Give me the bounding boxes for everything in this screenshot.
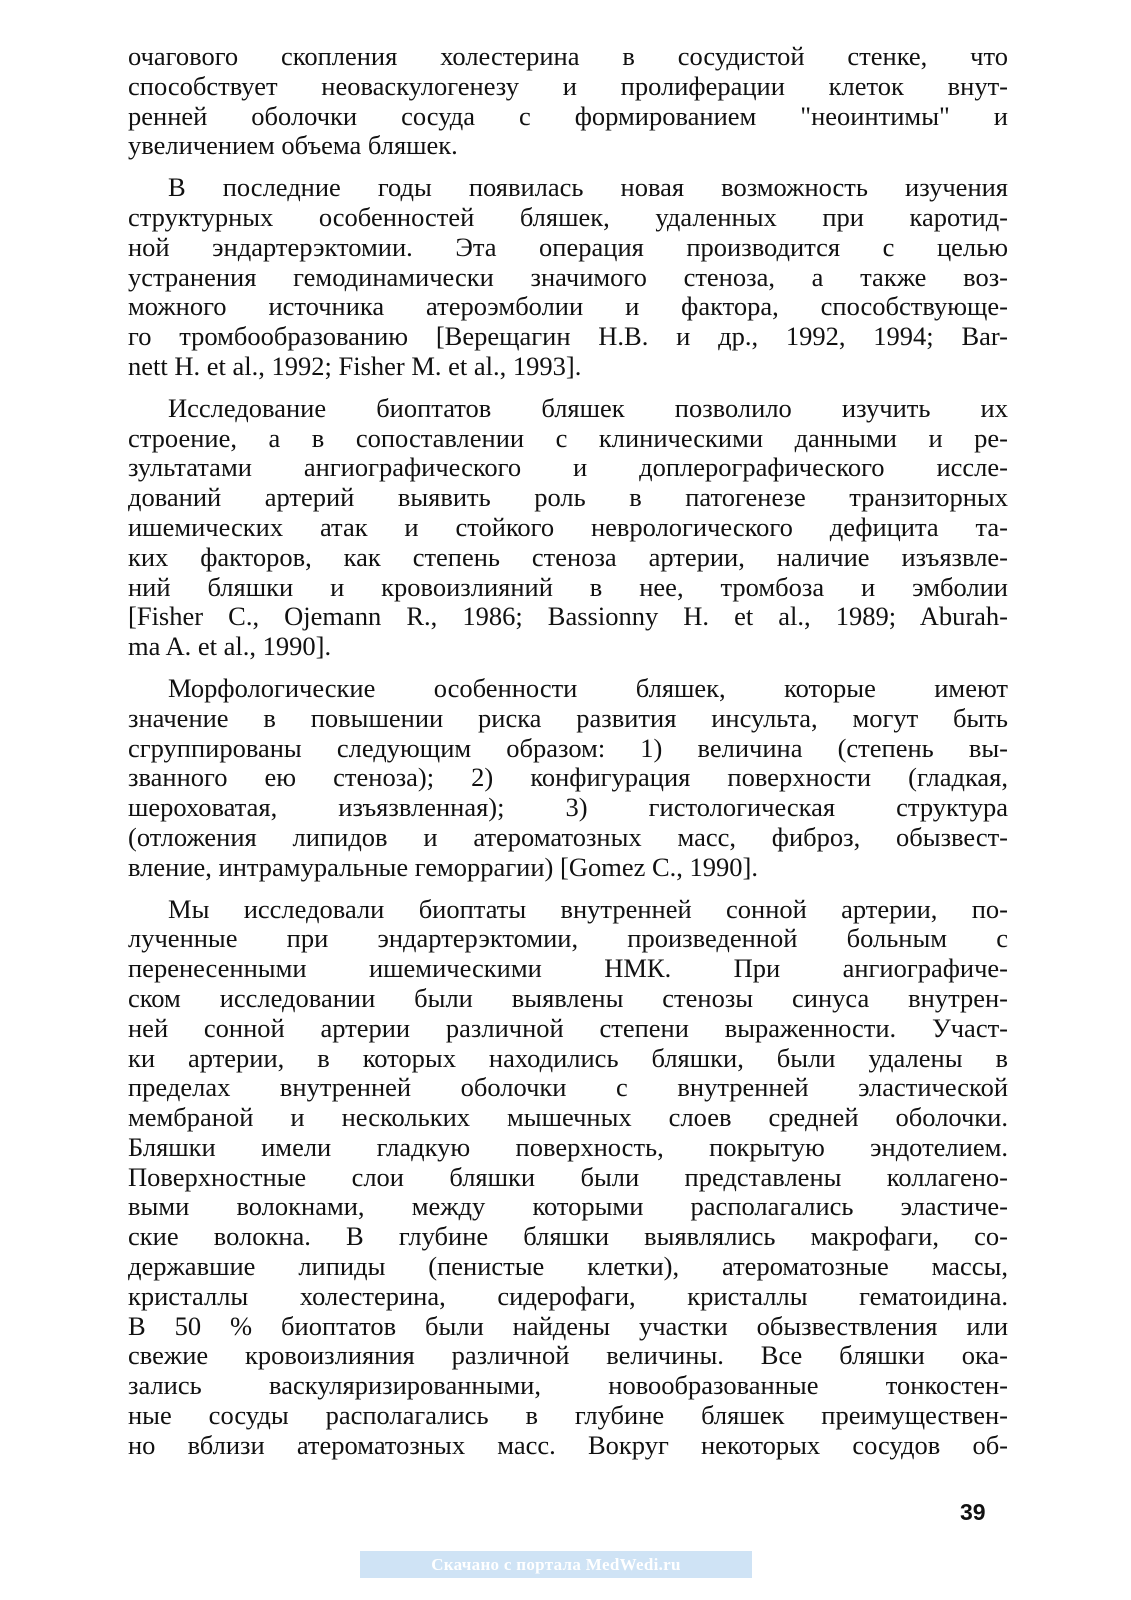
text-line: ские волокна. В глубине бляшки выявлялись макрофаги, со- [128, 1221, 1008, 1252]
text-line: Морфологические особенности бляшек, которые имеют [168, 672, 1008, 703]
text-line: Бляшки имели гладкую поверхность, покрытую эндотелием. [128, 1131, 1008, 1162]
text-line: способствует неоваскулогенезу и пролиферации клеток внут- [128, 70, 1008, 101]
text-line: В последние годы появилась новая возможность изучения [168, 172, 1008, 203]
paragraph [128, 42, 1008, 161]
text-line: но вблизи атероматозных масс. Вокруг некоторых сосудов об- [128, 1429, 1008, 1460]
text-line: пределах внутренней оболочки с внутренней эластической [128, 1072, 1008, 1103]
text-line: увеличением объема бляшек. [128, 130, 458, 161]
text-line: очагового скопления холестерина в сосудистой стенке, что [128, 41, 1008, 71]
text-line: ких факторов, как степень стеноза артерии, наличие изъязвле- [128, 541, 1008, 572]
paragraph [128, 674, 1008, 883]
text-line: державшие липиды (пенистые клетки), атероматозные массы, [128, 1251, 1008, 1282]
text-line: ренней оболочки сосуда с формированием "неоинтимы" и [128, 100, 1008, 131]
text-line: устранения гемодинамически значимого стеноза, а также воз- [128, 261, 1008, 292]
body-text [128, 42, 1008, 1473]
text-line: ском исследовании были выявлены стенозы синуса внутрен- [128, 982, 1008, 1013]
text-line: nett H. et al., 1992; Fisher M. et al., 1993]. [128, 350, 582, 381]
text-line: сгруппированы следующим образом: 1) величина (степень вы- [128, 732, 1008, 763]
text-line: званного ею стеноза); 2) конфигурация поверхности (гладкая, [128, 762, 1008, 793]
text-line: ней сонной артерии различной степени выраженности. Участ- [128, 1012, 1008, 1043]
text-line: зались васкуляризированными, новообразованные тонкостен- [128, 1370, 1008, 1401]
text-line: Мы исследовали биоптаты внутренней сонной артерии, по- [168, 893, 1008, 924]
text-line: структурных особенностей бляшек, удаленных при каротид- [128, 201, 1008, 232]
text-line: зультатами ангиографического и доплерографического иссле- [128, 452, 1008, 483]
text-line: мембраной и нескольких мышечных слоев средней оболочки. [128, 1102, 1008, 1133]
text-line: вление, интрамуральные геморрагии) [Gomez C., 1990]. [128, 851, 758, 882]
text-line: (отложения липидов и атероматозных масс, фиброз, обызвест- [128, 821, 1008, 852]
paragraph [128, 895, 1008, 1461]
text-line: ишемических атак и стойкого неврологического дефицита та- [128, 511, 1008, 542]
text-line: Исследование биоптатов бляшек позволило изучить их [168, 392, 1008, 423]
watermark-banner: Скачано с портала MedWedi.ru [360, 1551, 752, 1578]
text-line: [Fisher C., Ojemann R., 1986; Bassionny H. et al., 1989; Aburah- [128, 601, 1008, 632]
paragraph [128, 173, 1008, 382]
text-line: В 50 % биоптатов были найдены участки обызвествления или [128, 1310, 1008, 1341]
text-line: выми волокнами, между которыми располагались эластиче- [128, 1191, 1008, 1222]
text-line: ma A. et al., 1990]. [128, 631, 332, 662]
text-line: можного источника атероэмболии и фактора, способствующе- [128, 291, 1008, 322]
text-line: ные сосуды располагались в глубине бляшек преимуществен- [128, 1400, 1008, 1431]
text-line: перенесенными ишемическими НМК. При ангиографиче- [128, 953, 1008, 984]
text-line: го тромбообразованию [Верещагин Н.В. и др., 1992, 1994; Bar- [128, 321, 1008, 352]
text-line: свежие кровоизлияния различной величины. Все бляшки ока- [128, 1340, 1008, 1371]
text-line: Поверхностные слои бляшки были представлены коллагено- [128, 1161, 1008, 1192]
text-line: кристаллы холестерина, сидерофаги, кристаллы гематоидина. [128, 1280, 1008, 1311]
text-line: дований артерий выявить роль в патогенезе транзиторных [128, 482, 1008, 513]
text-line: значение в повышении риска развития инсульта, могут быть [128, 702, 1008, 733]
page-number: 39 [960, 1499, 986, 1525]
text-line: ной эндартерэктомии. Эта операция производится с целью [128, 231, 1008, 262]
text-line: шероховатая, изъязвленная); 3) гистологическая структура [128, 792, 1008, 823]
text-line: лученные при эндартерэктомии, произведенной больным с [128, 923, 1008, 954]
paragraph [128, 394, 1008, 662]
text-line: строение, а в сопоставлении с клиническими данными и ре- [128, 422, 1008, 453]
text-line: ки артерии, в которых находились бляшки, были удалены в [128, 1042, 1008, 1073]
text-line: ний бляшки и кровоизлияний в нее, тромбоза и эмболии [128, 571, 1008, 602]
